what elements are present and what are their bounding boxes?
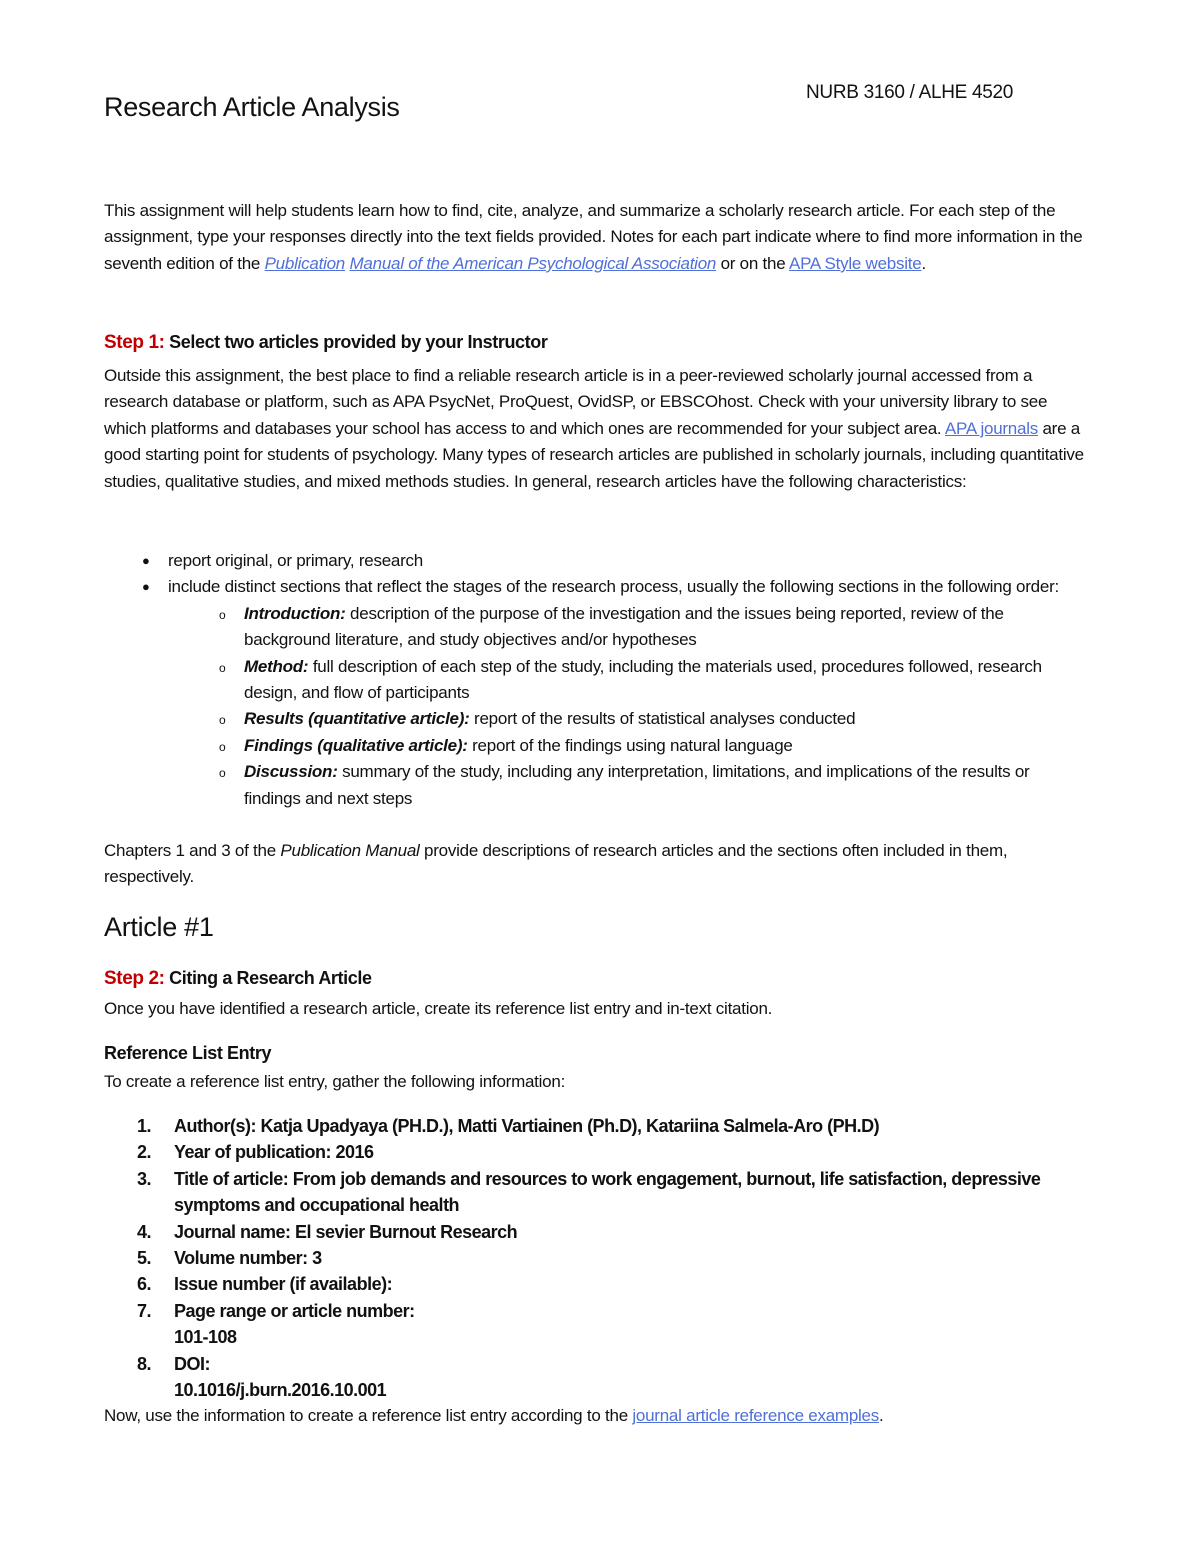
intro-paragraph: This assignment will help students learn how to find, cite, analyze, and summarize a scholarly research article. For each step of the assignment, type your responses directly into the text fields provided. Notes for each part indicate where to find more information in the seventh edition of the Publication Manual of the American Psychological Association or on the APA Style website. [104,201,1083,273]
doi-value[interactable]: 10.1016/j.burn.2016.10.001 [174,1380,387,1401]
reference-info-list-wrap [104,1113,1084,1403]
hollow-bullet-icon: o [219,739,226,754]
list-item: o Results (quantitative article): report of the results of statistical analyses conducted [104,706,1084,732]
chapters-note: Chapters 1 and 3 of the Publication Manual provide descriptions of research articles and the sections often included in them, respectively. [104,841,1008,887]
article1-heading: Article #1 [104,912,214,942]
list-item: 1. Author(s): Katja Upadyaya (PH.D.), Matti Vartiainen (Ph.D), Katariina Salmela-Aro (PH.D) [137,1116,880,1136]
list-item: 4. Journal name: El sevier Burnout Research [137,1221,518,1242]
list-item: ● report original, or primary, research [104,548,1084,574]
final-instruction: Now, use the information to create a reference list entry according to the journal article reference examples. [104,1406,884,1425]
reference-list-heading: Reference List Entry [104,1043,272,1063]
list-item: o Introduction: description of the purpose of the investigation and the issues being reported, review of the background literature, and study objectives and/or hypotheses [219,603,1004,650]
course-code: NURB 3160 / ALHE 4520 [806,82,1014,103]
list-item: ● include distinct sections that reflect the stages of the research process, usually the following sections in the following order: o Introduction: description of the purpose of the investigation and the issues being reported, review of the background literature, and study objectives and/or hypotheses o Method: full description of each step of the study, including the materials used, procedures followed, research design, and flow of participants o Results (quantitative article): report of the results of statistical analyses conducted o Findings (qualitative article): report of the findings using natural language o Discussion: summary of the study, including any interpretation, limitations, and implications of the results or findings and next steps [104,574,1084,812]
step1-paragraph: Outside this assignment, the best place to find a reliable research article is in a peer-reviewed scholarly journal accessed from a research database or platform, such as APA PsycNet, ProQuest, OvidSP, or EBSCOhost. Check with your university library to see which platforms and databases your school has access to and which ones are recommended for your subject area. APA journals are a good starting point for students of psychology. Many types of research articles are published in scholarly journals, including quantitative studies, qualitative studies, and mixed methods studies. In general, research articles have the following characteristics: [104,366,1084,491]
bullet-icon: ● [142,579,150,595]
hollow-bullet-icon: o [219,660,226,675]
characteristics-list-wrap [104,548,1084,812]
list-item: o Findings (qualitative article): report of the findings using natural language [104,733,1084,759]
list-item: o Method: full description of each step of the study, including the materials used, procedures followed, research design, and flow of participants [219,656,1042,703]
list-item: 6. Issue number (if available): [137,1274,393,1295]
step2-label: Step 2: [104,968,165,989]
reference-intro: To create a reference list entry, gather the following information: [104,1072,566,1091]
reference-info-list [104,1113,1084,1403]
publication-link[interactable]: Publication [264,253,346,273]
apa-journals-link[interactable]: APA journals [944,418,1038,438]
step2-text: Once you have identified a research article, create its reference list entry and in-text citation. [104,999,773,1018]
step2-heading: Step 2: Citing a Research Article [104,968,372,989]
title-row [104,74,1084,123]
apa-style-website-link[interactable]: APA Style website [788,253,922,273]
journal-article-examples-link[interactable]: journal article reference examples [632,1406,879,1425]
hollow-bullet-icon: o [219,713,226,728]
step1-label: Step 1: [104,332,165,353]
list-item: 7. Page range or article number: 101-108 [137,1300,415,1348]
sections-list [104,601,1084,812]
step1-heading: Step 1: Select two articles provided by your Instructor [104,332,548,353]
hollow-bullet-icon: o [219,766,226,781]
bullet-icon: ● [142,553,150,568]
list-item: 8. DOI: 10.1016/j.burn.2016.10.001 [137,1353,387,1401]
page-title: Research Article Analysis [104,92,400,123]
list-item: 5. Volume number: 3 [137,1248,322,1269]
list-item: o Discussion: summary of the study, including any interpretation, limitations, and implications of the results or findings and next steps [219,762,1030,808]
page-range-value[interactable]: 101-108 [174,1327,237,1348]
characteristics-list [104,548,1084,812]
list-item: 3. Title of article: From job demands and resources to work engagement, burnout, life satisfaction, depressive symptoms and occupational health [137,1168,1041,1216]
manual-link[interactable]: Manual of the American Psychological Association [349,253,717,273]
list-item: 2. Year of publication: 2016 [137,1142,374,1163]
hollow-bullet-icon: o [219,607,226,622]
